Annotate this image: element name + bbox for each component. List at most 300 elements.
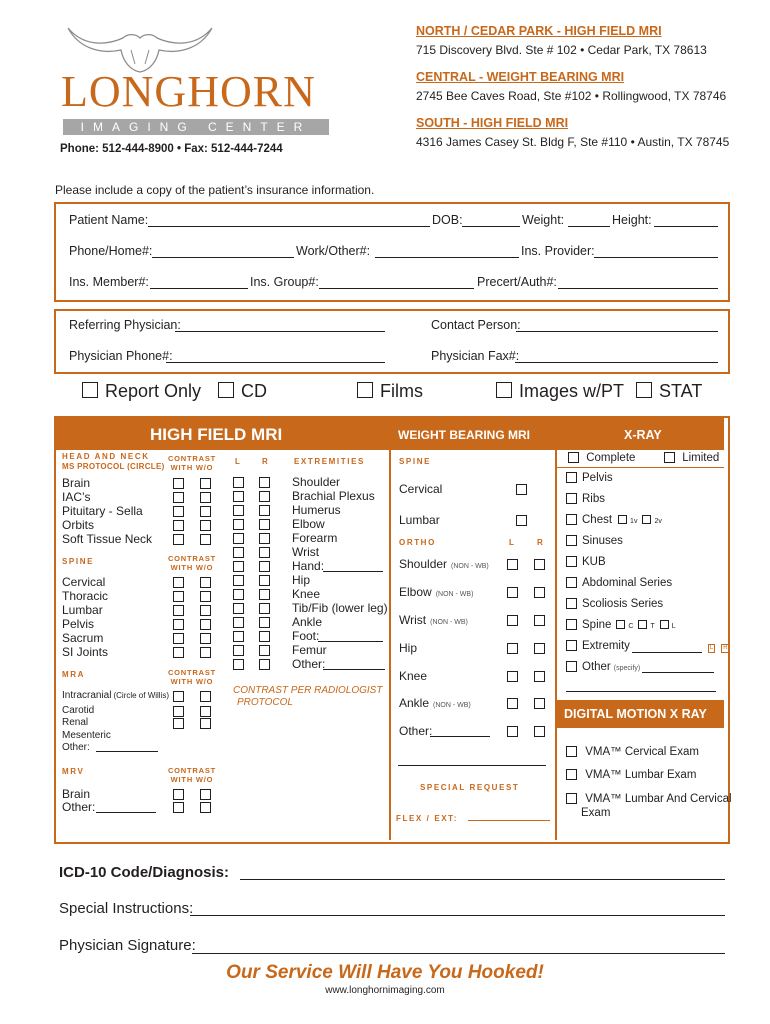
xray-chest-label: Chest xyxy=(582,514,613,526)
xray-limited-option[interactable] xyxy=(664,452,719,464)
ext-other-r-checkbox[interactable] xyxy=(259,659,270,670)
ortho-knee-l-checkbox[interactable] xyxy=(507,671,518,682)
xray-other-label: Other xyxy=(582,661,611,673)
report-only-label: Report Only xyxy=(105,381,202,401)
option-films[interactable] xyxy=(357,381,423,402)
ext-other-l-checkbox[interactable] xyxy=(233,659,244,670)
spine-list-si-joints-label: SI Joints xyxy=(62,645,109,659)
ortho-elbow-note: (NON - WB) xyxy=(435,591,474,598)
ext-hand-field[interactable] xyxy=(323,571,383,572)
mrv-heading: MRV xyxy=(62,767,85,776)
xray-scoliosis-series-label: Scoliosis Series xyxy=(582,598,664,610)
high-field-mri-title: HIGH FIELD MRI xyxy=(150,425,283,444)
wb-spine-cervical-checkbox[interactable] xyxy=(516,484,527,495)
ext-knee-l-checkbox[interactable] xyxy=(233,589,244,600)
mrv-other-without-checkbox[interactable] xyxy=(200,802,211,813)
location-central-address: 2745 Bee Caves Road, Ste #102 • Rollingwood, TX 78746 xyxy=(416,89,727,103)
ext-brachial-plexus-label: Brachial Plexus xyxy=(292,489,375,503)
xray-extremity-line[interactable] xyxy=(632,652,702,653)
mra-carotid-with-checkbox[interactable] xyxy=(173,706,184,717)
xray-sinuses-checkbox[interactable] xyxy=(566,535,577,546)
mrv-contrast-heading xyxy=(166,766,218,784)
location-north-title: NORTH / CEDAR PARK - HIGH FIELD MRI xyxy=(416,24,662,38)
report-only-checkbox[interactable] xyxy=(82,382,98,398)
special-request-field[interactable] xyxy=(398,765,546,766)
ext-shoulder-l-checkbox[interactable] xyxy=(233,477,244,488)
xray-abdominal-series-label: Abdominal Series xyxy=(582,577,673,589)
ins-provider-field[interactable] xyxy=(594,257,718,258)
xray-spine-l-label: L xyxy=(671,623,676,630)
xray-pelvis-option[interactable] xyxy=(566,472,613,484)
contact-person-label: Contact Person: xyxy=(431,318,521,332)
physician-signature-label: Physician Signature: xyxy=(59,937,196,954)
vma-lumbar-checkbox[interactable] xyxy=(566,769,577,780)
mra-other-text: Other: xyxy=(62,742,90,753)
xray-chest-2v-checkbox[interactable] xyxy=(642,515,651,524)
referring-physician-field[interactable] xyxy=(175,331,385,332)
mra-intracranial-without-checkbox[interactable] xyxy=(200,691,211,702)
phone-home-field[interactable] xyxy=(152,257,294,258)
height-field[interactable] xyxy=(654,226,718,227)
ext-r-heading: R xyxy=(262,457,270,466)
xray-abdominal-series-option[interactable] xyxy=(566,577,672,589)
head-list-iac-s-with-checkbox[interactable] xyxy=(173,492,184,503)
ext-femur-r-checkbox[interactable] xyxy=(259,645,270,656)
ins-member-label: Ins. Member#: xyxy=(69,275,149,289)
patient-name-label: Patient Name: xyxy=(69,213,149,227)
xray-other-line[interactable] xyxy=(642,672,714,673)
ortho-shoulder-r-checkbox[interactable] xyxy=(534,559,545,570)
location-south-address: 4316 James Casey St. Bldg F, Ste #110 • Austin, TX 78745 xyxy=(416,135,730,149)
insurance-note: Please include a copy of the patient’s insurance information. xyxy=(55,183,375,197)
location-central xyxy=(416,70,726,103)
mra-carotid-label xyxy=(62,705,94,716)
dob-field[interactable] xyxy=(462,226,520,227)
xray-abdominal-series-checkbox[interactable] xyxy=(566,577,577,588)
vma-cervical[interactable] xyxy=(566,746,699,758)
xray-spine-c-label: C xyxy=(628,623,634,630)
head-contrast-heading xyxy=(166,454,218,472)
head-with-wo-label: WITH W/O xyxy=(170,463,214,472)
flex-ext-label: FLEX / EXT: xyxy=(396,814,459,823)
mrv-other-field[interactable] xyxy=(96,812,156,813)
location-south xyxy=(416,116,729,149)
weight-label: Weight: xyxy=(522,213,565,227)
contact-person-field[interactable] xyxy=(516,331,718,332)
location-north-address: 715 Discovery Blvd. Ste # 102 • Cedar Park, TX 78613 xyxy=(416,43,707,57)
images-w-pt-checkbox[interactable] xyxy=(496,382,512,398)
vma-cervical-checkbox[interactable] xyxy=(566,746,577,757)
ext-elbow-l-checkbox[interactable] xyxy=(233,519,244,530)
ext-tib-fib-lower-leg-r-checkbox[interactable] xyxy=(259,603,270,614)
ortho-wrist-label xyxy=(399,613,468,630)
xray-other-option[interactable] xyxy=(566,661,714,673)
vma-lumbar-label: VMA™ Lumbar Exam xyxy=(585,769,697,781)
head-neck-heading: HEAD AND NECK xyxy=(62,452,150,461)
xray-complete-option[interactable] xyxy=(568,452,635,464)
location-south-title: SOUTH - HIGH FIELD MRI xyxy=(416,116,569,130)
images-w-pt-label: Images w/PT xyxy=(519,381,625,401)
ortho-elbow-l-checkbox[interactable] xyxy=(507,587,518,598)
wb-spine-lumbar-label: Lumbar xyxy=(399,513,440,527)
ext-wrist-label: Wrist xyxy=(292,545,320,559)
ins-group-field[interactable] xyxy=(319,288,474,289)
vma-lumbar-cervical-label: VMA™ Lumbar And Cervical xyxy=(585,793,732,805)
mra-other-label xyxy=(62,742,90,753)
mrv-brain-label: Brain xyxy=(62,787,91,801)
ext-forearm-label: Forearm xyxy=(292,531,338,545)
mra-contrast-label: CONTRAST xyxy=(167,668,217,677)
phone-fax: Phone: 512-444-8900 • Fax: 512-444-7244 xyxy=(60,143,283,155)
head-list-pituitary-sella-without-checkbox[interactable] xyxy=(200,506,211,517)
icd-label: ICD-10 Code/Diagnosis: xyxy=(59,864,230,881)
ext-femur-l-checkbox[interactable] xyxy=(233,645,244,656)
ext-other-label: Other: xyxy=(292,657,326,671)
mrv-brain-with-checkbox[interactable] xyxy=(173,789,184,800)
head-list-brain-label: Brain xyxy=(62,476,91,490)
xray-spine-t-label: T xyxy=(650,623,655,630)
xray-spine-option[interactable] xyxy=(566,619,676,631)
mra-carotid-text: Carotid xyxy=(62,705,95,716)
mra-heading: MRA xyxy=(62,670,86,679)
referring-physician-label: Referring Physician: xyxy=(69,318,181,332)
head-list-iac-s-without-checkbox[interactable] xyxy=(200,492,211,503)
head-list-brain-without-checkbox[interactable] xyxy=(200,478,211,489)
head-list-pituitary-sella-label: Pituitary - Sella xyxy=(62,504,143,518)
ext-other-field[interactable] xyxy=(323,669,385,670)
patient-name-field[interactable] xyxy=(148,226,430,227)
ext-knee-label: Knee xyxy=(292,587,321,601)
logo-name: LONGHORN xyxy=(61,67,316,116)
xray-chest-1v-label: 1v xyxy=(630,518,638,525)
xray-chest-checkbox[interactable] xyxy=(566,514,577,525)
location-north xyxy=(416,24,707,57)
ext-foot-field[interactable] xyxy=(318,641,383,642)
mra-carotid-without-checkbox[interactable] xyxy=(200,706,211,717)
ext-ankle-label: Ankle xyxy=(292,615,323,629)
height-label: Height: xyxy=(612,213,652,227)
xray-scoliosis-series-checkbox[interactable] xyxy=(566,598,577,609)
ext-foot-l-checkbox[interactable] xyxy=(233,631,244,642)
special-instructions-field[interactable] xyxy=(190,915,725,916)
physician-fax-label: Physician Fax#: xyxy=(431,349,520,363)
head-list-soft-tissue-neck-without-checkbox[interactable] xyxy=(200,534,211,545)
xray-extremity-label: Extremity xyxy=(582,640,630,652)
head-list-orbits-with-checkbox[interactable] xyxy=(173,520,184,531)
ext-knee-r-checkbox[interactable] xyxy=(259,589,270,600)
logo-tagline: IMAGING CENTER xyxy=(63,119,329,135)
mrv-with-wo-label: WITH W/O xyxy=(170,775,214,784)
ext-foot-r-checkbox[interactable] xyxy=(259,631,270,642)
vma-lumbar-cervical[interactable] xyxy=(566,793,732,805)
ext-elbow-r-checkbox[interactable] xyxy=(259,519,270,530)
xray-extremity-r-label: R xyxy=(723,645,728,651)
spine-heading: SPINE xyxy=(62,557,95,566)
ortho-shoulder-label xyxy=(399,557,489,574)
vma-cervical-label: VMA™ Cervical Exam xyxy=(585,746,699,758)
ortho-shoulder-text: Shoulder xyxy=(399,557,448,571)
physician-fax-field[interactable] xyxy=(515,362,718,363)
ortho-wrist-text: Wrist xyxy=(399,613,427,627)
xray-other-note: (specify) xyxy=(613,665,641,672)
spine-contrast-label: CONTRAST xyxy=(167,554,217,563)
option-report-only[interactable] xyxy=(82,381,201,402)
ortho-other-field[interactable] xyxy=(430,736,490,737)
mrv-brain-without-checkbox[interactable] xyxy=(200,789,211,800)
mrv-other-label: Other: xyxy=(62,800,96,814)
work-other-field[interactable] xyxy=(375,257,519,258)
ortho-other-text: Other: xyxy=(399,724,433,738)
ortho-elbow-label xyxy=(399,585,473,602)
ortho-other-r-checkbox[interactable] xyxy=(534,726,545,737)
mra-contrast-heading xyxy=(166,668,218,686)
xray-chest-2v-label: 2v xyxy=(654,518,662,525)
head-list-pituitary-sella-with-checkbox[interactable] xyxy=(173,506,184,517)
ortho-ankle-l-checkbox[interactable] xyxy=(507,698,518,709)
website: www.longhornimaging.com xyxy=(325,985,445,996)
xray-ribs-checkbox[interactable] xyxy=(566,493,577,504)
ortho-wrist-note: (NON - WB) xyxy=(430,619,468,626)
xray-sinuses-label: Sinuses xyxy=(582,535,623,547)
ortho-r-heading: R xyxy=(537,538,545,547)
xray-spine-c-checkbox[interactable] xyxy=(616,620,625,629)
spine-list-sacrum-without-checkbox[interactable] xyxy=(200,633,211,644)
divider-wb-xray xyxy=(555,418,557,840)
ortho-knee-label xyxy=(399,669,427,683)
films-label: Films xyxy=(380,381,423,401)
mra-with-wo-label: WITH W/O xyxy=(170,677,214,686)
mra-renal-text: Renal xyxy=(62,717,89,728)
xray-divider xyxy=(557,467,724,468)
physician-signature-field[interactable] xyxy=(192,953,725,954)
xray-spine-t-checkbox[interactable] xyxy=(638,620,647,629)
xray-title: X-RAY xyxy=(624,428,662,442)
spine-list-pelvis-without-checkbox[interactable] xyxy=(200,619,211,630)
spine-list-lumbar-without-checkbox[interactable] xyxy=(200,605,211,616)
slogan: Our Service Will Have You Hooked! xyxy=(226,962,544,983)
ortho-hip-r-checkbox[interactable] xyxy=(534,643,545,654)
ortho-knee-r-checkbox[interactable] xyxy=(534,671,545,682)
location-central-title: CENTRAL - WEIGHT BEARING MRI xyxy=(416,70,625,84)
ortho-heading: ORTHO xyxy=(399,538,436,547)
mra-intracranial-label xyxy=(62,690,169,701)
ext-hip-l-checkbox[interactable] xyxy=(233,575,244,586)
xray-other-checkbox[interactable] xyxy=(566,661,577,672)
ortho-elbow-r-checkbox[interactable] xyxy=(534,587,545,598)
vma-lumbar-cervical-exam: Exam xyxy=(581,807,611,819)
ortho-ankle-label xyxy=(399,696,471,713)
xray-kub-label: KUB xyxy=(582,556,606,568)
ext-forearm-r-checkbox[interactable] xyxy=(259,533,270,544)
ortho-other-label xyxy=(399,724,432,738)
vma-lumbar[interactable] xyxy=(566,769,696,781)
ext-hip-r-checkbox[interactable] xyxy=(259,575,270,586)
spine-list-lumbar-label: Lumbar xyxy=(62,603,103,617)
longhorn-logo xyxy=(55,16,345,141)
ext-hand-label: Hand: xyxy=(292,559,325,573)
ortho-hip-l-checkbox[interactable] xyxy=(507,643,518,654)
ext-l-heading: L xyxy=(235,457,242,466)
mra-mesenteric-label xyxy=(62,730,111,741)
xray-spine-label: Spine xyxy=(582,619,612,631)
spine-list-cervical-with-checkbox[interactable] xyxy=(173,577,184,588)
films-checkbox[interactable] xyxy=(357,382,373,398)
mra-intracranial-text: Intracranial xyxy=(62,690,112,701)
spine-list-thoracic-with-checkbox[interactable] xyxy=(173,591,184,602)
ortho-other-l-checkbox[interactable] xyxy=(507,726,518,737)
xray-other-line-2[interactable] xyxy=(566,691,716,692)
mrv-other-with-checkbox[interactable] xyxy=(173,802,184,813)
ext-tib-fib-lower-leg-l-checkbox[interactable] xyxy=(233,603,244,614)
mra-other-field[interactable] xyxy=(96,751,158,752)
xray-scoliosis-series-option[interactable] xyxy=(566,598,663,610)
ortho-hip-text: Hip xyxy=(399,641,418,655)
work-other-label: Work/Other#: xyxy=(296,244,371,258)
ext-hand-r-checkbox[interactable] xyxy=(259,561,270,572)
wb-spine-lumbar-checkbox[interactable] xyxy=(516,515,527,526)
precert-field[interactable] xyxy=(558,288,718,289)
xray-spine-l-checkbox[interactable] xyxy=(660,620,669,629)
ext-forearm-l-checkbox[interactable] xyxy=(233,533,244,544)
ext-humerus-r-checkbox[interactable] xyxy=(259,505,270,516)
spine-contrast-heading xyxy=(166,554,218,572)
xray-extremity-l-label: L xyxy=(709,645,714,651)
dmx-title: DIGITAL MOTION X RAY xyxy=(564,707,707,721)
phone-home-label: Phone/Home#: xyxy=(69,244,153,258)
ortho-wrist-l-checkbox[interactable] xyxy=(507,615,518,626)
ext-humerus-label: Humerus xyxy=(292,503,341,517)
xray-extremity-option[interactable] xyxy=(566,640,730,653)
xray-kub-checkbox[interactable] xyxy=(566,556,577,567)
spine-with-wo-label: WITH W/O xyxy=(170,563,214,572)
mra-intracranial-note: (Circle of Willis) xyxy=(113,691,170,700)
head-contrast-label: CONTRAST xyxy=(167,454,217,463)
mrv-contrast-label: CONTRAST xyxy=(167,766,217,775)
spine-list-si-joints-with-checkbox[interactable] xyxy=(173,647,184,658)
ext-brachial-plexus-r-checkbox[interactable] xyxy=(259,491,270,502)
ortho-knee-text: Knee xyxy=(399,669,428,683)
xray-sinuses-option[interactable] xyxy=(566,535,623,547)
ext-hand-l-checkbox[interactable] xyxy=(233,561,244,572)
mra-intracranial-with-checkbox[interactable] xyxy=(173,691,184,702)
spine-list-pelvis-label: Pelvis xyxy=(62,617,95,631)
weight-field[interactable] xyxy=(568,226,610,227)
spine-list-lumbar-with-checkbox[interactable] xyxy=(173,605,184,616)
spine-list-si-joints-without-checkbox[interactable] xyxy=(200,647,211,658)
ins-provider-label: Ins. Provider: xyxy=(521,244,595,258)
ortho-l-heading: L xyxy=(509,538,516,547)
cd-checkbox[interactable] xyxy=(218,382,234,398)
special-instructions-label: Special Instructions: xyxy=(59,900,194,917)
ortho-ankle-r-checkbox[interactable] xyxy=(534,698,545,709)
icd-field[interactable] xyxy=(240,879,725,880)
spine-list-thoracic-without-checkbox[interactable] xyxy=(200,591,211,602)
ext-elbow-label: Elbow xyxy=(292,517,325,531)
head-list-soft-tissue-neck-label: Soft Tissue Neck xyxy=(62,532,153,546)
vma-lumbar-cervical-checkbox[interactable] xyxy=(566,793,577,804)
special-request-label: SPECIAL REQUEST xyxy=(420,783,520,792)
extremities-heading: EXTREMITIES xyxy=(294,457,365,466)
mra-renal-with-checkbox[interactable] xyxy=(173,718,184,729)
xray-chest-option[interactable] xyxy=(566,514,662,526)
xray-spine-checkbox[interactable] xyxy=(566,619,577,630)
ext-ankle-l-checkbox[interactable] xyxy=(233,617,244,628)
xray-kub-option[interactable] xyxy=(566,556,606,568)
mra-mesenteric-text: Mesenteric xyxy=(62,730,111,741)
stat-checkbox[interactable] xyxy=(636,382,652,398)
weight-bearing-mri-title: WEIGHT BEARING MRI xyxy=(398,428,530,442)
xray-extremity-checkbox[interactable] xyxy=(566,640,577,651)
spine-list-cervical-label: Cervical xyxy=(62,575,106,589)
ext-wrist-r-checkbox[interactable] xyxy=(259,547,270,558)
ms-protocol-note: MS PROTOCOL (CIRCLE) xyxy=(62,462,165,471)
physician-phone-field[interactable] xyxy=(166,362,385,363)
xray-pelvis-label: Pelvis xyxy=(582,472,613,484)
ext-tib-fib-lower-leg-label: Tib/Fib (lower leg) xyxy=(292,601,388,615)
option-cd[interactable] xyxy=(218,381,267,402)
precert-label: Precert/Auth#: xyxy=(477,275,557,289)
cd-label: CD xyxy=(241,381,267,401)
mra-renal-label xyxy=(62,717,88,728)
mra-renal-without-checkbox[interactable] xyxy=(200,718,211,729)
contrast-protocol-note-1: CONTRAST PER RADIOLOGIST xyxy=(233,685,383,696)
spine-list-pelvis-with-checkbox[interactable] xyxy=(173,619,184,630)
ext-femur-label: Femur xyxy=(292,643,327,657)
ins-group-label: Ins. Group#: xyxy=(250,275,319,289)
physician-phone-label: Physician Phone#: xyxy=(69,349,173,363)
xray-chest-1v-checkbox[interactable] xyxy=(618,515,627,524)
spine-list-thoracic-label: Thoracic xyxy=(62,589,109,603)
ext-foot-label: Foot: xyxy=(292,629,320,643)
ortho-hip-label xyxy=(399,641,417,655)
spine-list-cervical-without-checkbox[interactable] xyxy=(200,577,211,588)
contrast-protocol-note-2: PROTOCOL xyxy=(237,697,293,708)
wb-spine-cervical-label: Cervical xyxy=(399,482,443,496)
ext-brachial-plexus-l-checkbox[interactable] xyxy=(233,491,244,502)
head-list-soft-tissue-neck-with-checkbox[interactable] xyxy=(173,534,184,545)
option-stat[interactable] xyxy=(636,381,702,402)
ext-hip-label: Hip xyxy=(292,573,311,587)
divider-hf-wb xyxy=(389,418,391,840)
dob-label: DOB: xyxy=(432,213,463,227)
ortho-shoulder-note: (NON - WB) xyxy=(451,563,489,570)
ext-shoulder-label: Shoulder xyxy=(292,475,341,489)
option-images-w-pt[interactable] xyxy=(496,381,624,402)
xray-ribs-option[interactable] xyxy=(566,493,605,505)
ext-shoulder-r-checkbox[interactable] xyxy=(259,477,270,488)
xray-limited-label: Limited xyxy=(682,452,720,464)
xray-pelvis-checkbox[interactable] xyxy=(566,472,577,483)
head-list-brain-with-checkbox[interactable] xyxy=(173,478,184,489)
stat-label: STAT xyxy=(659,381,703,401)
ortho-ankle-note: (NON - WB) xyxy=(433,702,471,709)
ins-member-field[interactable] xyxy=(150,288,248,289)
ext-ankle-r-checkbox[interactable] xyxy=(259,617,270,628)
spine-list-sacrum-label: Sacrum xyxy=(62,631,104,645)
ortho-shoulder-l-checkbox[interactable] xyxy=(507,559,518,570)
ext-wrist-l-checkbox[interactable] xyxy=(233,547,244,558)
xray-complete-checkbox[interactable] xyxy=(568,452,579,463)
spine-list-sacrum-with-checkbox[interactable] xyxy=(173,633,184,644)
head-list-orbits-label: Orbits xyxy=(62,518,95,532)
head-list-iac-s-label: IAC’s xyxy=(62,490,91,504)
head-list-orbits-without-checkbox[interactable] xyxy=(200,520,211,531)
flex-ext-field[interactable] xyxy=(468,820,550,821)
ortho-ankle-text: Ankle xyxy=(399,696,430,710)
ortho-wrist-r-checkbox[interactable] xyxy=(534,615,545,626)
ext-humerus-l-checkbox[interactable] xyxy=(233,505,244,516)
xray-limited-checkbox[interactable] xyxy=(664,452,675,463)
